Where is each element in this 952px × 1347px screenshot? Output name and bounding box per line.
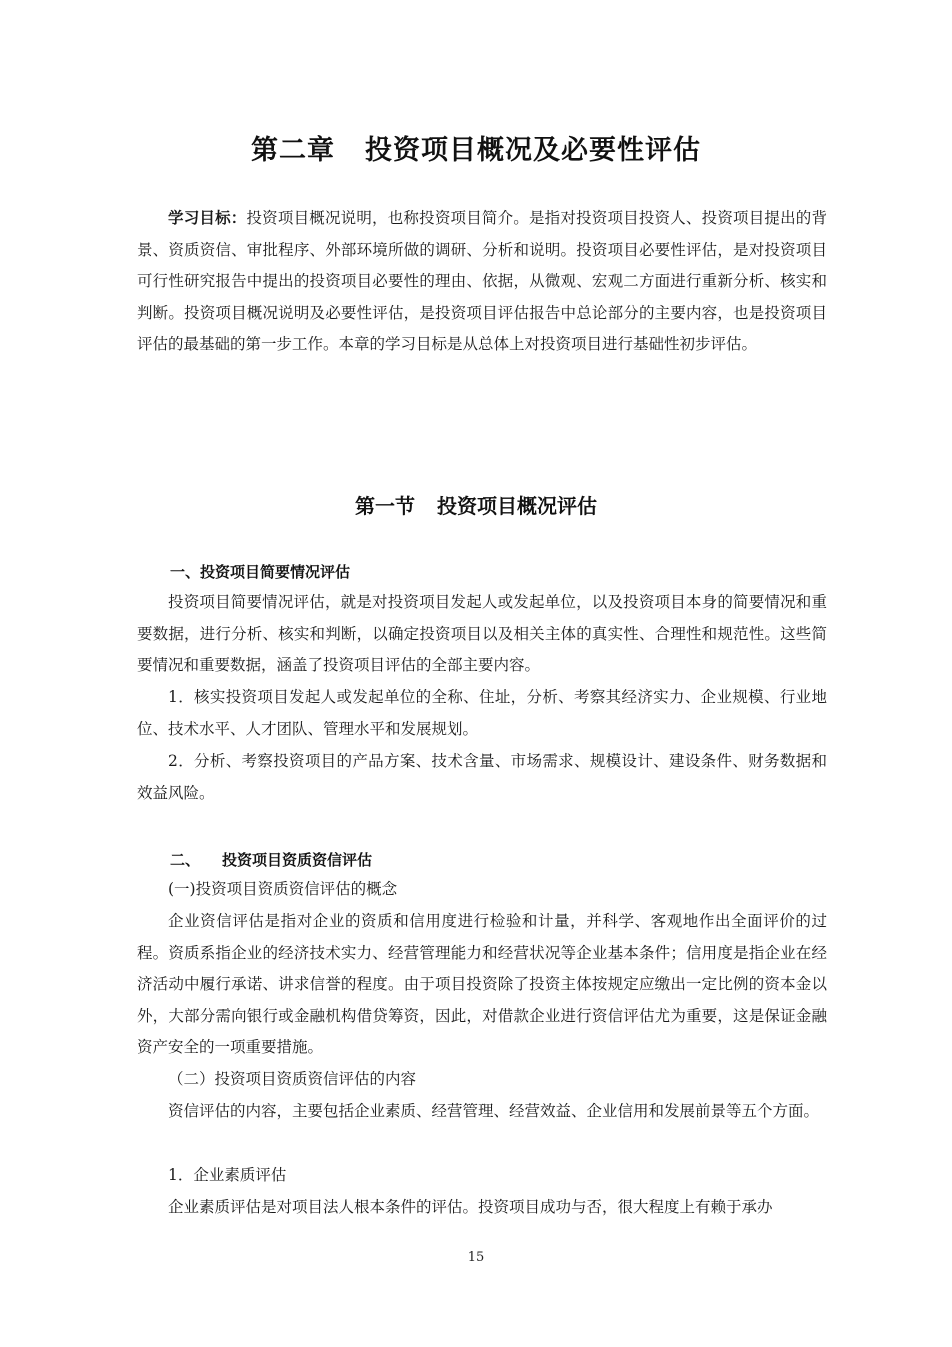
part2-heading-text: 投资项目资质资信评估: [222, 851, 373, 869]
part1-paragraph: 投资项目简要情况评估，就是对投资项目发起人或发起单位，以及投资项目本身的简要情况和重要数据，进行分析、核实和判断，以确定投资项目以及相关主体的真实性、合理性和规范性。这些简要情况和重要数据，涵盖了投资项目评估的全部主要内容。: [137, 593, 827, 675]
chapter-label: 第二章: [251, 135, 335, 166]
learning-objective-lead: 学习目标：: [168, 209, 247, 227]
part2-concept-paragraph: 企业资信评估是指对企业的资质和信用度进行检验和计量，并科学、客观地作出全面评价的过程。资质系指企业的经济技术实力、经营管理能力和经营状况等企业基本条件；信用度是指企业在经济活动中履行承诺、讲求信誉的程度。由于项目投资除了投资主体按规定应缴出一定比例的资本金以外，大部分需向银行或金融机构借贷筹资，因此，对借款企业进行资信评估尤为重要，这是保证金融资产安全的一项重要措施。: [137, 912, 827, 1057]
part2-subheading-content: （二）投资项目资质资信评估的内容: [168, 1070, 417, 1088]
part1-heading: 一、投资项目简要情况评估: [170, 563, 351, 581]
part2-heading-number: 二、: [170, 851, 201, 869]
section-title: [0, 490, 952, 519]
part1-item-1: 1．核实投资项目发起人或发起单位的全称、住址，分析、考察其经济实力、企业规模、行业地位、技术水平、人才团队、管理水平和发展规划。: [137, 688, 827, 738]
section-label: 第一节: [355, 494, 415, 518]
section-heading-text: 投资项目概况评估: [437, 494, 597, 518]
learning-objective-text: 投资项目概况说明，也称投资项目简介。是指对投资项目投资人、投资项目提出的背景、资质资信、审批程序、外部环境所做的调研、分析和说明。投资项目必要性评估，是对投资项目可行性研究报告中提出的投资项目必要性的理由、依据，从微观、宏观二方面进行重新分析、核实和判断。投资项目概况说明及必要性评估，是投资项目评估报告中总论部分的主要内容，也是投资项目评估的最基础的第一步工作。本章的学习目标是从总体上对投资项目进行基础性初步评估。: [137, 209, 827, 354]
part2-heading: [170, 849, 372, 870]
part2-subheading-concept: (一)投资项目资质资信评估的概念: [168, 880, 398, 898]
part2-content-paragraph: 资信评估的内容，主要包括企业素质、经营管理、经营效益、企业信用和发展前景等五个方面。: [168, 1102, 820, 1120]
page-number: 15: [467, 1250, 485, 1265]
part2-item-1-paragraph: 企业素质评估是对项目法人根本条件的评估。投资项目成功与否，很大程度上有赖于承办: [168, 1198, 773, 1216]
part2-item-1: 1．企业素质评估: [168, 1166, 287, 1184]
chapter-title: [0, 128, 952, 167]
chapter-heading-text: 投资项目概况及必要性评估: [365, 135, 701, 166]
part1-item-2: 2．分析、考察投资项目的产品方案、技术含量、市场需求、规模设计、建设条件、财务数据和效益风险。: [137, 752, 827, 802]
learning-objective-paragraph: [137, 203, 827, 361]
